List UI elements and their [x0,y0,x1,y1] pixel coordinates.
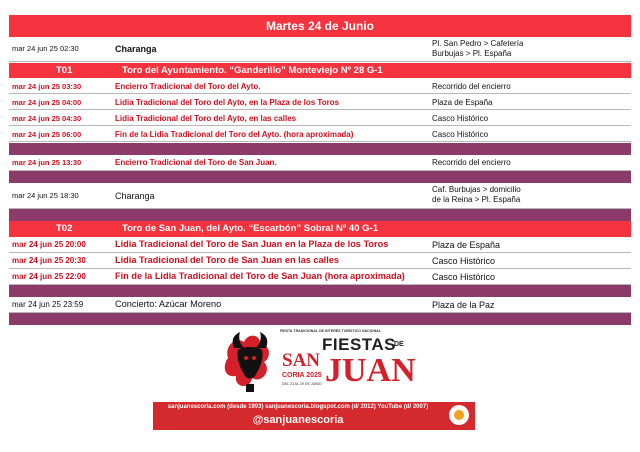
event-desc: Charanga [115,191,155,201]
event-row [9,37,631,62]
event-desc: Charanga [115,44,157,54]
event-time: mar 24 jun 25 03:30 [12,82,82,91]
event-time: mar 24 jun 25 23:59 [12,300,84,309]
event-place: Plaza de España [432,98,493,107]
event-place-line1: Pl. San Pedro > Cafetería [432,39,524,48]
bull-code: T02 [56,223,73,234]
event-desc: Lidia Tradicional del Toro del Ayto, en las calles [115,114,297,123]
logo-coria: CORIA 2025 [282,372,322,379]
bull-name: Toro de San Juan, del Ayto. “Escarbón” Sobral Nº 40 G-1 [122,223,378,234]
festival-logo [222,328,418,400]
event-desc: Encierro Tradicional del Toro del Ayto. [115,82,261,91]
logo-juan: JUAN [325,352,416,389]
event-place: Casco Histórico [432,114,489,123]
day-title: Martes 24 de Junio [9,15,631,37]
event-row [9,79,631,94]
event-time: mar 24 jun 25 02:30 [12,44,79,53]
event-desc: Concierto: Azúcar Moreno [115,299,222,309]
event-place: Plaza de la Paz [432,300,495,310]
logo-tagline: FIESTA TRADICIONAL DE INTERÉS TURÍSTICO NACIONAL [280,329,381,333]
seal-icon [449,405,469,425]
event-desc: Fin de la Lidia Tradicional del Toro de San Juan (hora aproximada) [115,271,405,281]
bull-header-t01 [9,63,631,78]
event-time: mar 24 jun 25 20:00 [12,240,86,249]
event-desc: Lidia Tradicional del Toro de San Juan en las calles [115,255,339,265]
logo-san: SAN [282,350,321,371]
event-row [9,237,631,253]
separator-band [9,313,631,325]
footer-handle: @sanjuanescoria [252,414,344,426]
event-desc: Lidia Tradicional del Toro del Ayto, en la Plaza de los Toros [115,98,340,107]
event-time: mar 24 jun 25 04:00 [12,98,82,107]
bull-header-t02 [9,221,631,237]
event-row [9,253,631,269]
footer-links: sanjuanescoria.com (desde 1993) sanjuanescoria.blogspot.com (d/ 2012) YouTube (d/ 2007) [167,404,429,410]
event-row [9,269,631,285]
footer-banner [153,402,475,430]
event-desc: Encierro Tradicional del Toro de San Juan. [115,158,277,167]
event-row [9,297,631,313]
event-desc: Fin de la Lidia Tradicional del Toro del Ayto. (hora aproximada) [115,130,354,139]
event-row [9,111,631,126]
logo-dates: DEL 23 AL 29 DE JUNIO [282,382,322,386]
separator-band [9,209,631,221]
logo-fiestas: FIESTAS [322,335,397,354]
bull-code: T01 [56,65,73,76]
event-place-line1: Caf. Burbujas > domicilio [432,185,521,194]
event-place: Casco Histórico [432,256,496,266]
event-row [9,155,631,171]
event-row [9,127,631,142]
event-desc: Lidia Tradicional del Toro de San Juan en la Plaza de los Toros [115,239,389,249]
event-place-line2: de la Reina > Pl. España [432,195,521,204]
event-place: Recorrido del encierro [432,82,511,91]
event-time: mar 24 jun 25 04:30 [12,114,82,123]
bull-name: Toro del Ayuntamiento. “Ganderillo” Monteviejo Nº 28 G-1 [122,65,383,76]
separator-band [9,171,631,183]
event-place-line2: Burbujas > Pl. España [432,49,512,58]
logo-de: DE [394,341,404,348]
event-time: mar 24 jun 25 06:00 [12,130,82,139]
event-time: mar 24 jun 25 20:30 [12,256,86,265]
event-place: Plaza de España [432,240,501,250]
event-time: mar 24 jun 25 18:30 [12,191,79,200]
event-place: Casco Histórico [432,272,496,282]
event-row [9,183,631,209]
separator-band [9,143,631,155]
event-row [9,95,631,110]
event-time: mar 24 jun 25 13:30 [12,158,82,167]
event-place: Casco Histórico [432,130,489,139]
separator-band [9,285,631,297]
event-place: Recorrido del encierro [432,158,511,167]
event-time: mar 24 jun 25 22:00 [12,272,86,281]
